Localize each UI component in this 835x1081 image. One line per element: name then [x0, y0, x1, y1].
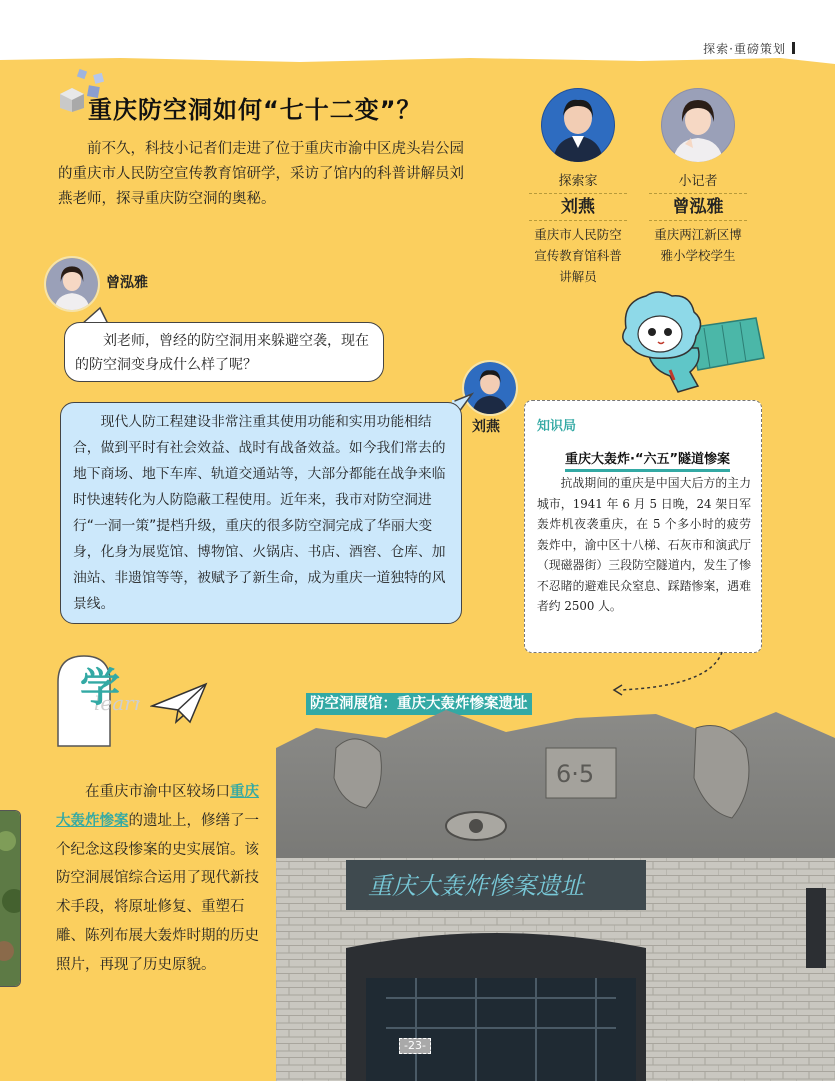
learn-word: lear — [94, 691, 134, 715]
explorer-role: 探索家 — [529, 172, 627, 194]
relief-text: 6·5 — [556, 760, 595, 788]
page-title: 重庆防空洞如何“七十二变”？ — [88, 96, 422, 124]
side-photo — [0, 810, 21, 987]
person-icon — [661, 88, 735, 162]
person-icon — [541, 88, 615, 162]
answer-bubble — [60, 402, 462, 624]
knowledge-text: 抗战期间的重庆是中国大后方的主力城市，1941 年 6 月 5 日晚，24 架日军轰炸机夜袭重庆，在 5 个多小时的疲劳轰炸中，渝中区十八梯、石灰市和演武厅（现磁器街）三段防空隧道内，发生了惨不忍睹的避难民众窒息、踩踏惨案，遇难者约 2500 人。 — [537, 476, 751, 613]
intro-paragraph: 前不久，科技小记者们走进了位于重庆市渝中区虎头岩公园的重庆市人民防空宣传教育馆研学，采访了馆内的科普讲解员刘燕老师，探寻重庆防空洞的奥秘。 — [58, 141, 464, 207]
dotted-arrow-icon — [610, 650, 730, 696]
body-paragraph — [56, 778, 266, 980]
reporter-avatar — [661, 88, 735, 162]
reporter-profile — [649, 172, 747, 266]
learn-char: 学 — [80, 665, 120, 711]
question-bubble — [64, 322, 384, 382]
question-speaker: 曾泓雅 — [106, 275, 148, 291]
body-text-pre: 在重庆市渝中区较场口 — [85, 784, 230, 800]
answer-speaker: 刘燕 — [472, 419, 500, 435]
reporter-small-avatar — [44, 256, 100, 312]
section-tag: 探索·重磅策划 — [703, 40, 795, 57]
learn-badge — [54, 652, 140, 748]
paper-plane-icon — [150, 680, 210, 726]
memorial-photo — [276, 708, 835, 1081]
foliage-image — [0, 811, 20, 986]
page-number: -23- — [399, 1038, 431, 1054]
person-icon — [46, 258, 98, 310]
question-text: 刘老师，曾经的防空洞用来躲避空袭，现在的防空洞变身成什么样了呢？ — [75, 333, 369, 373]
memorial-sign-text: 重庆大轰炸惨案遗址 — [368, 872, 584, 900]
knowledge-box — [524, 400, 762, 653]
body-text-post: 的遗址上，修缮了一个纪念这段惨案的史实展馆。该防空洞展馆综合运用了现代新技术手段，将原址修复、重塑石雕、陈列布展大轰炸时期的历史照片，再现了历史原貌。 — [56, 812, 259, 973]
mascot-icon — [618, 288, 766, 396]
explorer-desc: 重庆市人民防空宣传教育馆科普讲解员 — [534, 227, 622, 284]
explorer-name: 刘燕 — [529, 194, 627, 221]
reporter-desc: 重庆两江新区博雅小学校学生 — [654, 227, 742, 263]
knowledge-title: 重庆大轰炸·“六五”隧道惨案 — [565, 451, 730, 472]
explorer-profile — [529, 172, 627, 287]
photo-caption: 防空洞展馆：重庆大轰炸惨案遗址 — [306, 693, 532, 715]
answer-text: 现代人防工程建设非常注重其使用功能和实用功能相结合，做到平时有社会效益、战时有战备效益。如今我们常去的地下商场、地下车库、轨道交通站等，大部分都能在战争来临时快速转化为人防隐蔽工程使用。近年来，我市对防空洞进行“一洞一策”提档升级，重庆的很多防空洞完成了华丽大变身，化身为展览馆、博物馆、火锅店、书店、酒窖、仓库、加油站、非遗馆等等，被赋予了新生命，成为重庆一道独特的风景线。 — [73, 414, 446, 612]
knowledge-label: 知识局 — [537, 419, 577, 434]
reporter-name: 曾泓雅 — [649, 194, 747, 221]
reporter-role: 小记者 — [649, 172, 747, 194]
explorer-avatar — [541, 88, 615, 162]
body-highlight: 重庆大轰炸惨案 — [56, 784, 259, 829]
